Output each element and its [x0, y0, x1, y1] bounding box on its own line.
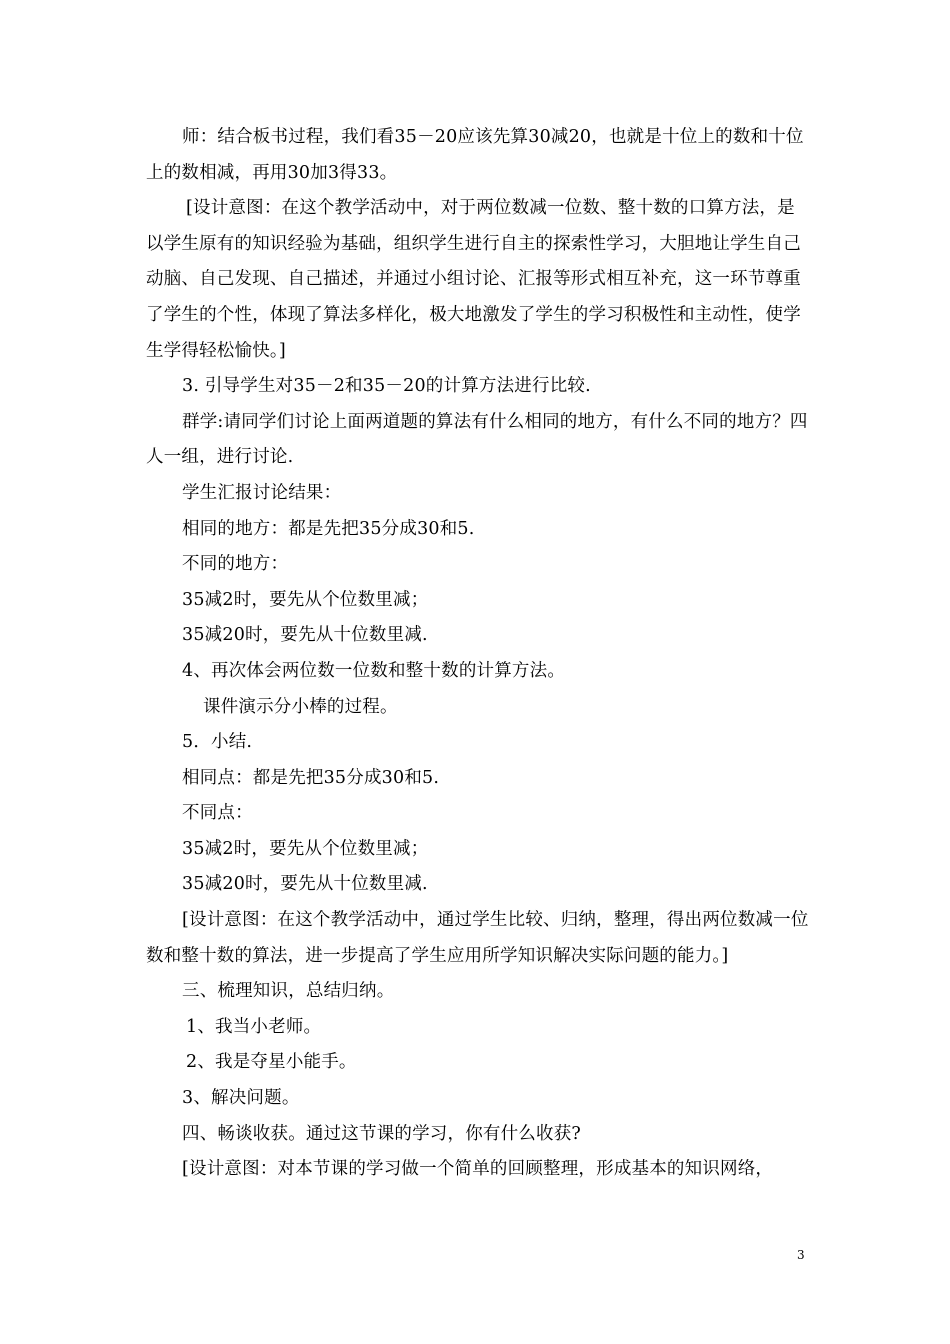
difference-line-2b: 35减20时，要先从十位数里减.	[182, 874, 428, 895]
section-3-heading: 三、梳理知识，总结归纳。	[182, 981, 395, 1002]
difference-line-1a: 35减2时，要先从个位数里减；	[182, 589, 429, 610]
activity-item-2: 2、我是夺星小能手。	[186, 1052, 357, 1073]
design-intent-paragraph-1: [设计意图：在这个教学活动中，对于两位数减一位数、整十数的口算方法，是以学生原有的知识经验为基础，组织学生进行自主的探索性学习，大胆地让学生自己动脑、自己发现、自己描述，并通过小组讨论、汇报等形式相互补充，这一环节尊重了学生的个性，体现了算法多样化，极大地激发了学生的学习积极性和主动性，使学生学得轻松愉快。]	[146, 198, 801, 361]
group-study-paragraph: 群学:请同学们讨论上面两道题的算法有什么相同的地方，有什么不同的地方？四人一组，进行讨论.	[146, 411, 808, 468]
student-report-line: 学生汇报讨论结果：	[182, 482, 342, 503]
section-4-heading: 四、畅谈收获。通过这节课的学习，你有什么收获?	[182, 1123, 581, 1144]
difference-line-2a: 35减2时，要先从个位数里减；	[182, 838, 429, 859]
activity-item-1: 1、我当小老师。	[186, 1016, 322, 1037]
activity-item-3: 3、解决问题。	[182, 1088, 300, 1109]
difference-heading-1: 不同的地方：	[182, 554, 289, 575]
similarity-line-2: 相同点：都是先把35分成30和5.	[182, 767, 440, 788]
page-number: 3	[797, 1248, 805, 1262]
similarity-line-1: 相同的地方：都是先把35分成30和5.	[182, 518, 475, 539]
step-5-heading: 5．小结.	[182, 732, 253, 753]
difference-heading-2: 不同点：	[182, 803, 253, 824]
difference-line-1b: 35减20时，要先从十位数里减.	[182, 625, 428, 646]
design-intent-paragraph-3: [设计意图：对本节课的学习做一个简单的回顾整理，形成基本的知识网络，	[182, 1159, 774, 1180]
document-body	[146, 120, 811, 1188]
design-intent-paragraph-2: [设计意图：在这个教学活动中，通过学生比较、归纳，整理，得出两位数减一位数和整十数的算法，进一步提高了学生应用所学知识解决实际问题的能力。]	[146, 910, 809, 966]
step-4-heading: 4、再次体会两位数一位数和整十数的计算方法。	[182, 660, 566, 681]
courseware-demo-line: 课件演示分小棒的过程。	[203, 696, 398, 717]
step-3-heading: 3. 引导学生对35－2和35－20的计算方法进行比较.	[182, 376, 591, 397]
teacher-explanation-paragraph: 师：结合板书过程，我们看35－20应该先算30减20，也就是十位上的数和十位上的数相减，再用30加3得33。	[146, 127, 804, 183]
